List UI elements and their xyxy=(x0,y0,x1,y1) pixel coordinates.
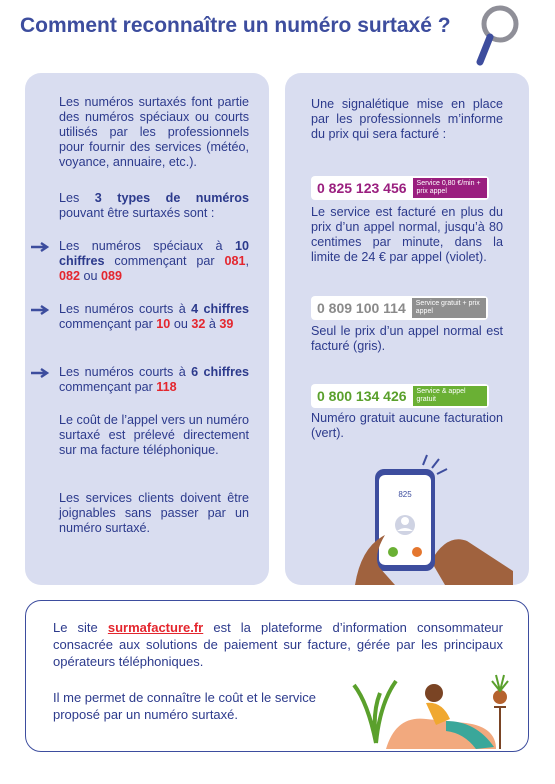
platform-text: Le site surmafacture.fr est la plateforme d’information consommateur consacrée aux solutions de paiement sur facture, gérée par les principaux opérateurs téléphoniques. xyxy=(53,620,503,669)
tag-vert: Service & appel gratuit xyxy=(413,386,487,406)
arrow-right-icon xyxy=(31,368,51,378)
desc-violet: Le service est facturé en plus du prix d’un appel normal, jusqu’à 80 centimes par minute, dans la limite de 24 € par appel (violet). xyxy=(311,205,503,264)
arrow-right-icon xyxy=(31,242,51,252)
bullet-short-4: Les numéros courts à 4 chiffres commençant par 10 ou 32 à 39 xyxy=(59,302,249,331)
signage-intro: Une signalétique mise en place par les professionnels m’informe du prix qui sera facturé : xyxy=(311,97,503,141)
number-label-gris xyxy=(311,296,488,320)
phone-screen-number: 825 xyxy=(398,490,412,499)
tag-violet: Service 0,80 €/min + prix appel xyxy=(413,178,487,198)
desc-vert: Numéro gratuit aucune facturation (vert). xyxy=(311,411,503,440)
arrow-right-icon xyxy=(31,305,51,315)
tag-gris: Service gratuit + prix appel xyxy=(412,298,486,318)
cost-text: Le coût de l’appel vers un numéro surtaxé est prélevé directement sur ma facture téléphonique. xyxy=(59,413,249,457)
page-title: Comment reconnaître un numéro surtaxé ? xyxy=(20,14,451,37)
bullet-special-numbers: Les numéros spéciaux à 10 chiffres commençant par 081, 082 ou 089 xyxy=(59,239,250,283)
desc-gris: Seul le prix d’un appel normal est facturé (gris). xyxy=(311,324,503,353)
phone-in-hand-illustration xyxy=(335,451,515,585)
number-label-violet xyxy=(311,176,489,200)
number-gris: 0 809 100 114 xyxy=(317,300,406,316)
number-vert: 0 800 134 426 xyxy=(317,388,407,404)
person-relaxing-illustration xyxy=(346,663,526,751)
bullet-short-6: Les numéros courts à 6 chiffres commençant par 118 xyxy=(59,365,249,394)
right-panel xyxy=(285,73,529,585)
intro-text: Les numéros surtaxés font partie des numéros spéciaux ou courts utilisés par les professionnels pour fournir des services (météo, voyance, annuaire, etc.). xyxy=(59,95,249,169)
types-intro: Les 3 types de numéros pouvant être surtaxés sont : xyxy=(59,191,249,220)
cost-info-text: Il me permet de connaître le coût et le service proposé par un numéro surtaxé. xyxy=(53,690,317,722)
left-panel xyxy=(25,73,269,585)
number-violet: 0 825 123 456 xyxy=(317,180,407,196)
surmafacture-link[interactable]: surmafacture.fr xyxy=(107,620,204,635)
info-box xyxy=(25,600,529,752)
magnifier-icon xyxy=(474,4,524,66)
number-label-vert xyxy=(311,384,489,408)
customer-service-text: Les services clients doivent être joignables sans passer par un numéro surtaxé. xyxy=(59,491,249,535)
